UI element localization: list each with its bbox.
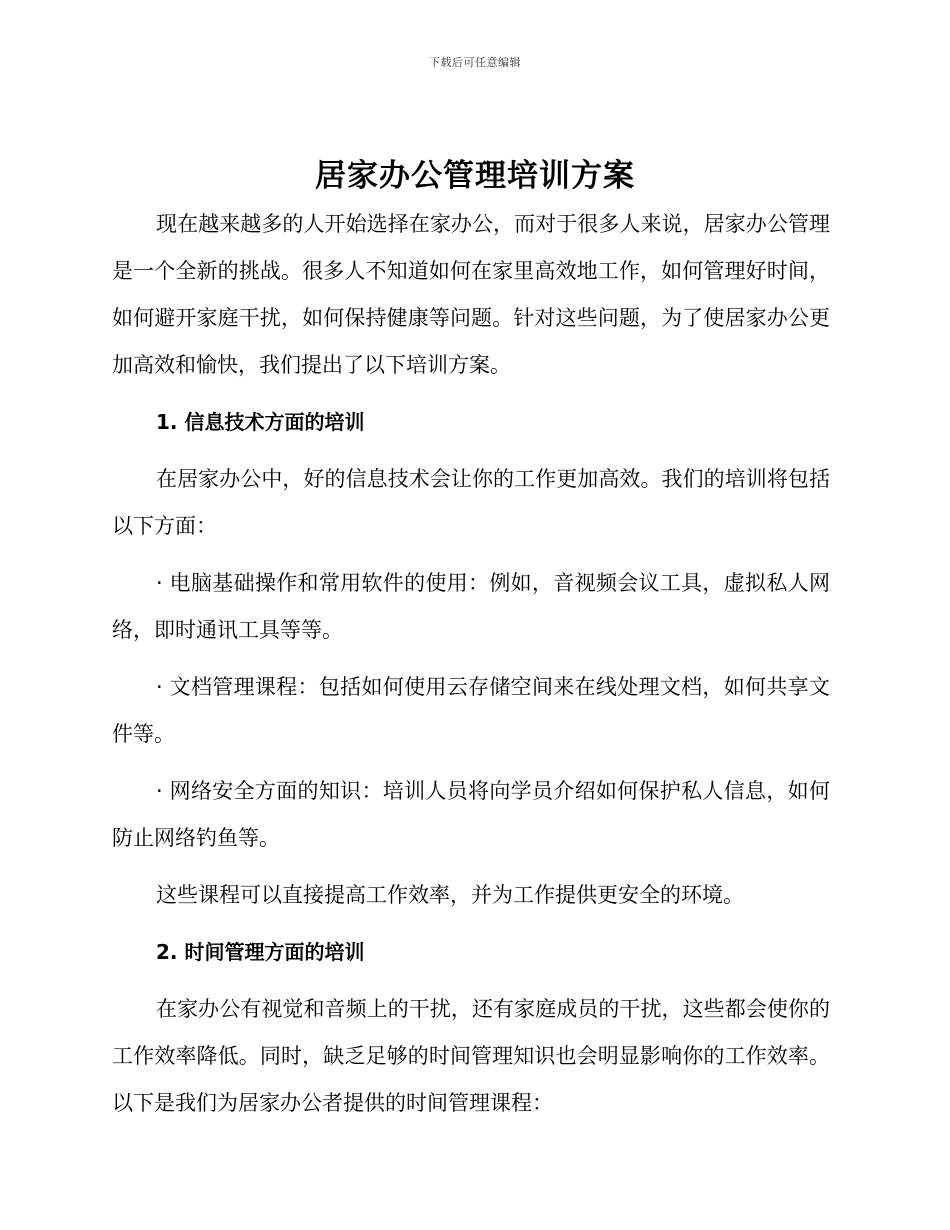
time-intro-paragraph: 在家办公有视觉和音频上的干扰，还有家庭成员的干扰，这些都会使你的工作效率降低。同时，缺乏足够的时间管理知识也会明显影响你的工作效率。以下是我们为居家办公者提供的时间管理课程： [112,997,830,1115]
header-note: 下载后可任意编辑 [429,56,521,69]
section-heading-it: 1. 信息技术方面的培训 [156,410,365,434]
bullet-item-document-management: · 文档管理课程：包括如何使用云存储空间来在线处理文档，如何共享文件等。 [112,675,830,746]
bullet-item-network-security: · 网络安全方面的知识：培训人员将向学员介绍如何保护私人信息，如何防止网络钓鱼等。 [112,779,830,850]
intro-paragraph: 现在越来越多的人开始选择在家办公，而对于很多人来说，居家办公管理是一个全新的挑战。很多人不知道如何在家里高效地工作，如何管理好时间，如何避开家庭干扰，如何保持健康等问题。针对这些问题，为了使居家办公更加高效和愉快，我们提出了以下培训方案。 [112,212,830,377]
it-summary-paragraph: 这些课程可以直接提高工作效率，并为工作提供更安全的环境。 [156,883,744,907]
document-title: 居家办公管理培训方案 [315,158,635,194]
document-body [112,201,830,1127]
bullet-item-computer-basics: · 电脑基础操作和常用软件的使用：例如，音视频会议工具，虚拟私人网络，即时通讯工具等等。 [112,571,830,642]
it-intro-paragraph: 在居家办公中，好的信息技术会让你的工作更加高效。我们的培训将包括以下方面： [112,467,830,538]
section-heading-time: 2. 时间管理方面的培训 [156,940,365,964]
